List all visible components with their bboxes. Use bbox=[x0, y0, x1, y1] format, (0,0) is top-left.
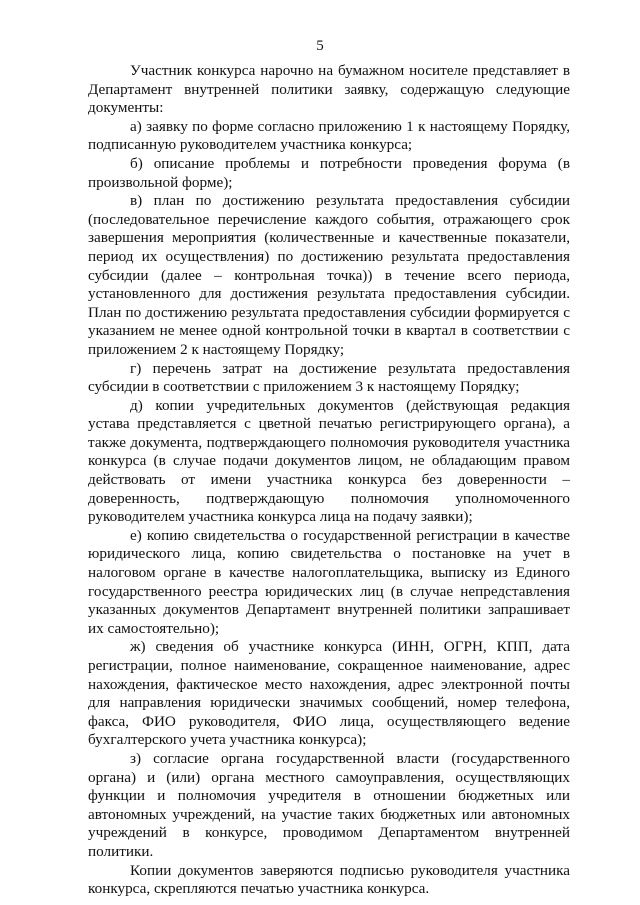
list-item-e: е) копию свидетельства о государственной регистрации в качестве юридического лица, копию свидетельства о постановке на учет в налоговом органе в качестве налогоплательщика, выписку из Единого государственного реестра юридических лиц (в случае непредставления указанных документов Департамент внутренней политики запрашивает их самостоятельно); bbox=[88, 526, 570, 637]
paragraph-closing: Копии документов заверяются подписью руководителя участника конкурса, скрепляются печатью участника конкурса. bbox=[88, 861, 570, 898]
list-item-g: г) перечень затрат на достижение результата предоставления субсидии в соответствии с приложением 3 к настоящему Порядку; bbox=[88, 359, 570, 396]
page-number: 5 bbox=[316, 38, 324, 54]
list-item-v: в) план по достижению результата предоставления субсидии (последовательное перечисление каждого события, отражающего срок завершения мероприятия (количественные и качественные показатели, период их осуществления) по достижению результата предоставления субсидии (далее – контрольная точка)) в течение всего периода, установленного для достижения результата предоставления субсидии. План по достижению результата предоставления субсидии формируется с указанием не менее одной контрольной точки в квартал в соответствии с приложением 2 к настоящему Порядку; bbox=[88, 192, 570, 358]
list-item-b: б) описание проблемы и потребности проведения форума (в произвольной форме); bbox=[88, 154, 570, 191]
list-item-zh: ж) сведения об участнике конкурса (ИНН, ОГРН, КПП, дата регистрации, полное наименование, сокращенное наименование, адрес нахождения, фактическое место нахождения, адрес электронной почты для направления юридически значимых сообщений, номер телефона, факса, ФИО руководителя, ФИО лица, осуществляющего ведение бухгалтерского учета участника конкурса); bbox=[88, 638, 570, 749]
document-body bbox=[88, 62, 570, 899]
list-item-z: з) согласие органа государственной власти (государственного органа) и (или) органа местного самоуправления, осуществляющих функции и полномочия учредителя в отношении бюджетных или автономных учреждений, на участие таких бюджетных или автономных учреждений в конкурсе, проводимом Департаментом внутренней политики. bbox=[88, 749, 570, 860]
list-item-a: а) заявку по форме согласно приложению 1 к настоящему Порядку, подписанную руководителем участника конкурса; bbox=[88, 117, 570, 154]
paragraph-intro: Участник конкурса нарочно на бумажном носителе представляет в Департамент внутренней политики заявку, содержащую следующие документы: bbox=[88, 62, 570, 117]
list-item-d: д) копии учредительных документов (действующая редакция устава представляется с цветной печатью регистрирующего органа), а также документа, подтверждающего полномочия руководителя участника конкурса (в случае подачи документов лицом, не обладающим правом действовать от имени участника конкурса без доверенности – доверенность, подтверждающую полномочия уполномоченного руководителем участника конкурса лица на подачу заявки); bbox=[88, 396, 570, 526]
